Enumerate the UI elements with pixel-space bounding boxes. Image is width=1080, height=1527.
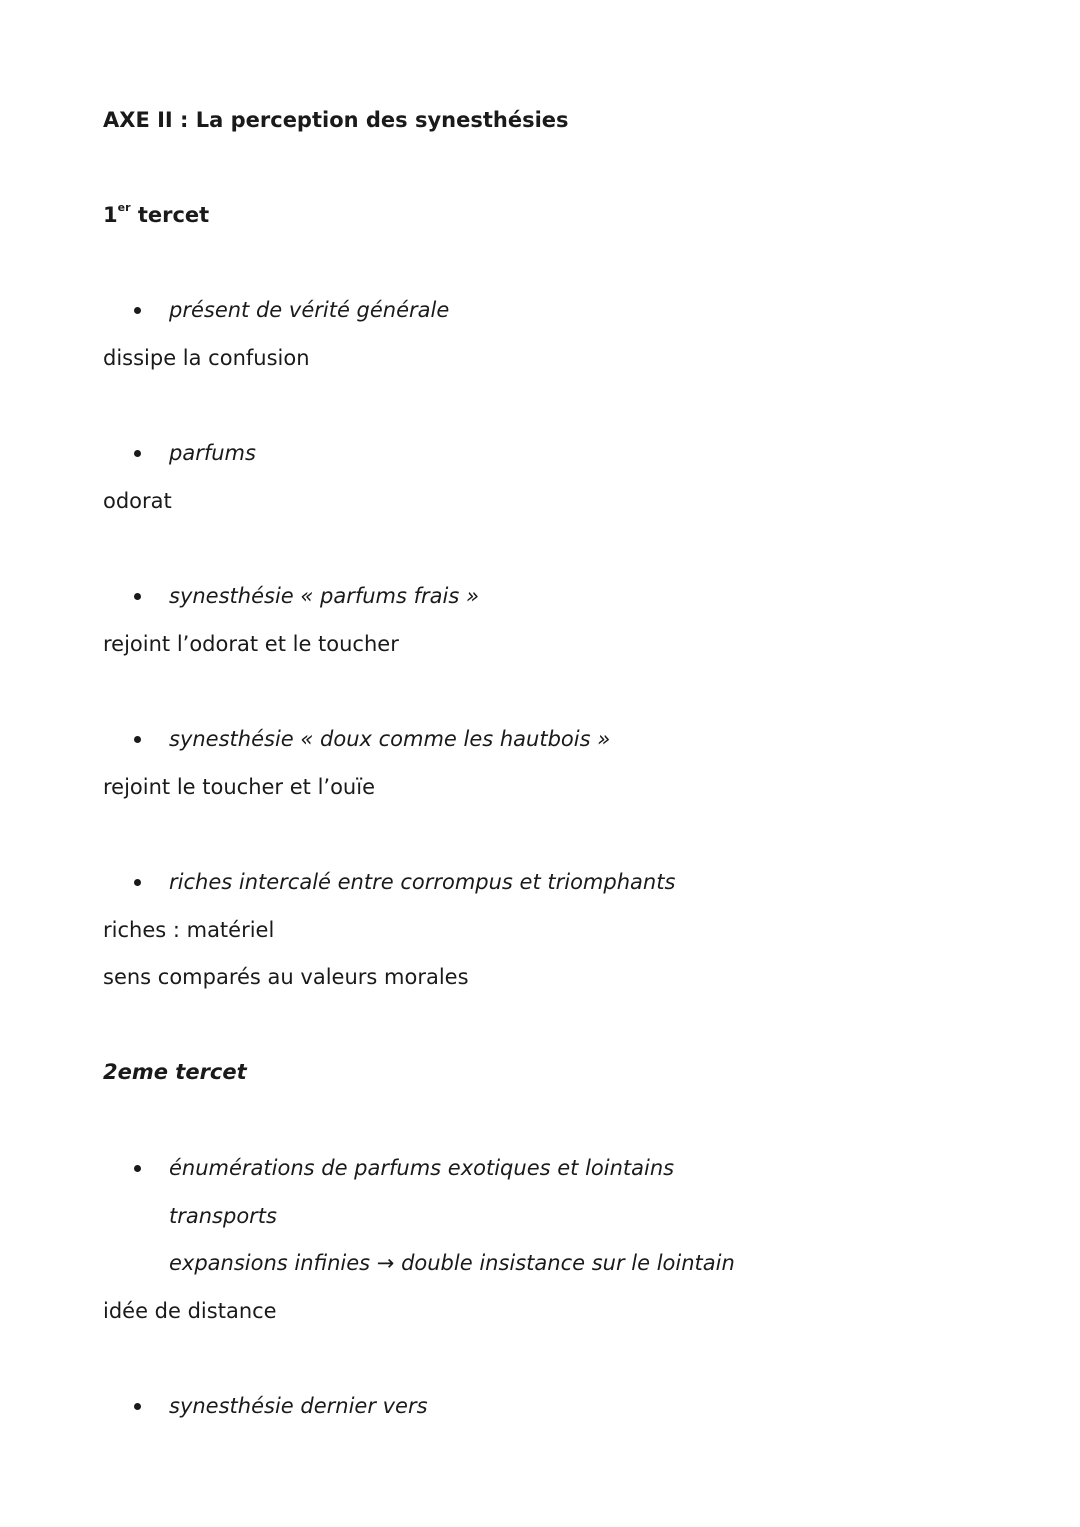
bullet-item: synesthésie « doux comme les hautbois »: [169, 727, 611, 751]
subsection-title-tercet-1: [103, 201, 209, 229]
note-line: rejoint le toucher et l’ouïe: [103, 775, 375, 799]
bullet-continuation: transports: [169, 1204, 277, 1228]
tercet-1-number: 1: [103, 203, 118, 227]
bullet-dot: [134, 879, 141, 886]
bullet-dot: [134, 593, 141, 600]
bullet-item: synesthésie dernier vers: [169, 1394, 428, 1418]
note-line: riches : matériel: [103, 918, 275, 942]
tercet-1-superscript: er: [117, 201, 131, 214]
note-line: idée de distance: [103, 1299, 277, 1323]
bullet-continuation: expansions infinies → double insistance sur le lointain: [169, 1251, 735, 1275]
note-line: dissipe la confusion: [103, 346, 310, 370]
note-line: sens comparés au valeurs morales: [103, 965, 469, 989]
bullet-dot: [134, 307, 141, 314]
bullet-dot: [134, 1165, 141, 1172]
bullet-item: synesthésie « parfums frais »: [169, 584, 479, 608]
bullet-dot: [134, 736, 141, 743]
note-line: odorat: [103, 489, 172, 513]
note-line: rejoint l’odorat et le toucher: [103, 632, 399, 656]
bullet-item: riches intercalé entre corrompus et triomphants: [169, 870, 676, 894]
bullet-item: parfums: [169, 441, 256, 465]
bullet-item: présent de vérité générale: [169, 298, 450, 322]
section-heading: AXE II : La perception des synesthésies: [103, 108, 569, 132]
tercet-1-word: tercet: [137, 203, 210, 227]
bullet-dot: [134, 1403, 141, 1410]
subsection-title-tercet-2: 2eme tercet: [103, 1060, 247, 1084]
bullet-dot: [134, 450, 141, 457]
bullet-item: énumérations de parfums exotiques et lointains: [169, 1156, 675, 1180]
